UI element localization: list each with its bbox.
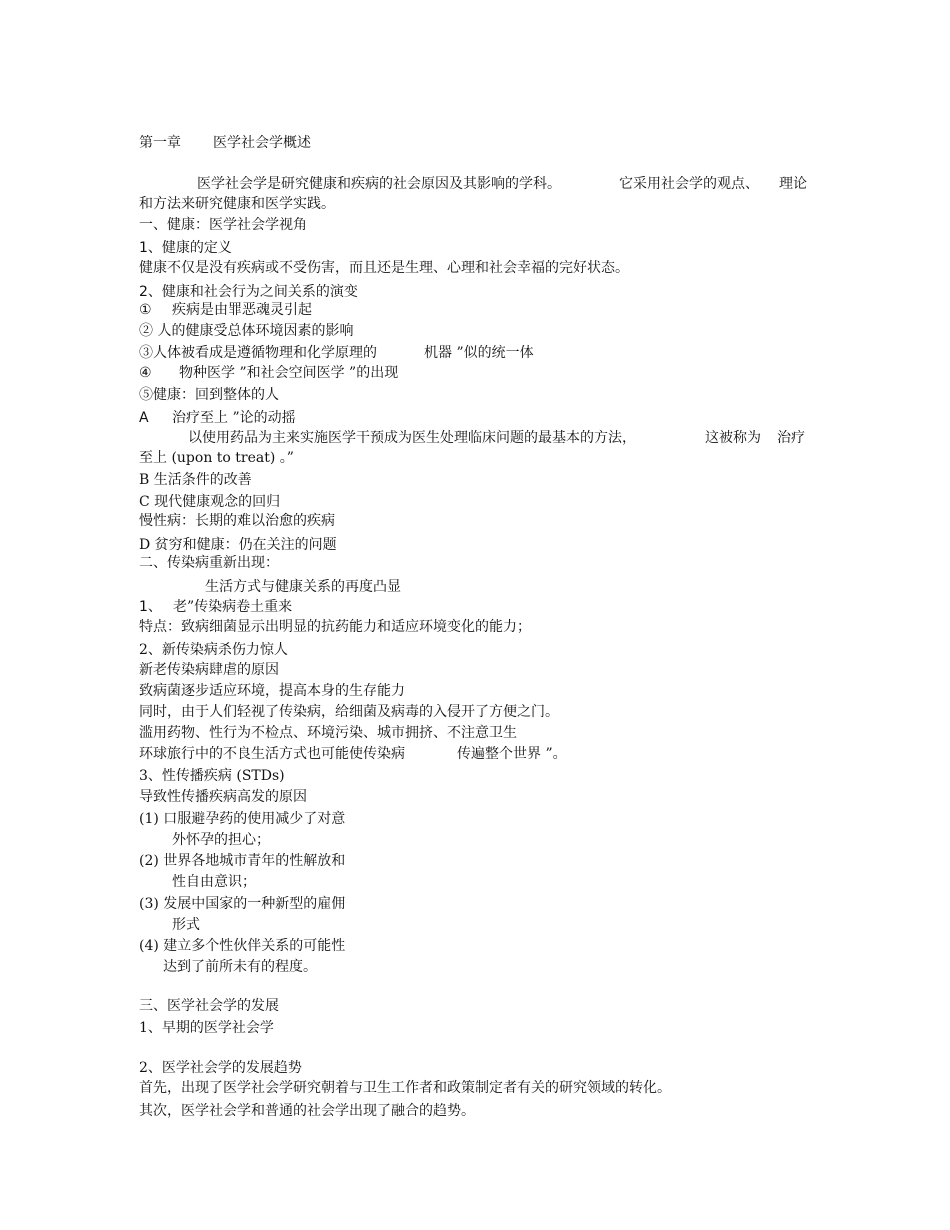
point-d: D 贫穷和健康：仍在关注的问题	[139, 537, 337, 553]
subsection-2-3-line-1: 导致性传播疾病高发的原因	[139, 789, 307, 805]
subsection-2-3: 3、性传播疾病 (STDs)	[139, 768, 285, 784]
subsection-2-2-line-2: 致病菌逐步适应环境，提高本身的生存能力	[139, 683, 405, 699]
section-3-heading: 三、医学社会学的发展	[139, 998, 279, 1014]
subsection-3-2: 2、医学社会学的发展趋势	[139, 1060, 302, 1076]
subsection-3-2-line-1: 首先，出现了医学社会学研究朝着与卫生工作者和政策制定者有关的研究领域的转化。	[139, 1080, 671, 1096]
point-a-text-line-2: 至上 (upon to treat) 。”	[139, 450, 294, 466]
chronic-disease-definition: 慢性病：长期的难以治愈的疾病	[139, 513, 335, 529]
point-c: C 现代健康观念的回归	[139, 494, 281, 510]
subsection-2-2-line-4: 滥用药物、性行为不检点、环境污染、城市拥挤、不注意卫生	[139, 725, 517, 741]
intro-line-1: 医学社会学是研究健康和疾病的社会原因及其影响的学科。 它采用社会学的观点、 理论	[197, 176, 807, 192]
reason-3-line-1: (3) 发展中国家的一种新型的雇佣	[139, 896, 346, 912]
reason-2-line-1: (2) 世界各地城市青年的性解放和	[139, 853, 346, 869]
subsection-3-1: 1、早期的医学社会学	[139, 1020, 274, 1036]
section-2-heading: 二、传染病重新出现：	[139, 555, 279, 571]
reason-1-line-1: (1) 口服避孕药的使用减少了对意	[139, 811, 346, 827]
section-1-heading: 一、健康：医学社会学视角	[139, 217, 307, 233]
subsection-2-2-line-1: 新老传染病肆虐的原因	[139, 662, 279, 678]
reason-1-line-2: 外怀孕的担心；	[172, 832, 270, 848]
chapter-title: 医学社会学概述	[213, 135, 311, 151]
reason-4-line-2: 达到了前所未有的程度。	[163, 959, 317, 975]
chapter-number: 第一章	[139, 135, 181, 151]
health-definition: 健康不仅是没有疾病或不受伤害，而且还是生理、心理和社会幸福的完好状态。	[139, 260, 629, 276]
intro-line-2: 和方法来研究健康和医学实践。	[139, 196, 335, 212]
subsection-2-2-line-3: 同时，由于人们轻视了传染病，给细菌及病毒的入侵开了方便之门。	[139, 704, 559, 720]
subsection-2-2: 2、新传染病杀伤力惊人	[139, 642, 288, 658]
evolution-item-2: ② 人的健康受总体环境因素的影响	[139, 323, 354, 339]
subsection-1-1: 1、健康的定义	[139, 240, 232, 256]
document-page: 第一章 医学社会学概述 医学社会学是研究健康和疾病的社会原因及其影响的学科。 它采用社会学的观点、 理论 和方法来研究健康和医学实践。 一、健康：医学社会学视角 1、健康的定义 健康不仅是没有疾病或不受伤害，而且还是生理、心理和社会幸福的完好状态。 2、健康和社会行为之间关系的演变 ① 疾病是由罪恶魂灵引起 ② 人的健康受总体环境因素的影响 ③人体被看成是遵循物理和化学原理的 机器 ”似的统一体 ④ 物种医学 ”和社会空间医学 ”的出现 ⑤健康：回到整体的人 A 治疗至上 ”论的动摇 以使用药品为主来实施医学干预成为医生处理临床问题的最基本的方法， 这被称为 治疗 至上 (upon to treat) 。” B 生活条件的改善 C 现代健康观念的回归 慢性病：长期的难以治愈的疾病 D 贫穷和健康：仍在关注的问题 二、传染病重新出现： 生活方式与健康关系的再度凸显 1、 老”传染病卷土重来 特点：致病细菌显示出明显的抗药能力和适应环境变化的能力； 2、新传染病杀伤力惊人 新老传染病肆虐的原因 致病菌逐步适应环境，提高本身的生存能力 同时，由于人们轻视了传染病，给细菌及病毒的入侵开了方便之门。 滥用药物、性行为不检点、环境污染、城市拥挤、不注意卫生 环球旅行中的不良生活方式也可能使传染病 传遍整个世界 ”。 3、性传播疾病 (STDs) 导致性传播疾病高发的原因 (1) 口服避孕药的使用减少了对意 外怀孕的担心； (2) 世界各地城市青年的性解放和 性自由意识； (3) 发展中国家的一种新型的雇佣 形式 (4) 建立多个性伙伴关系的可能性 达到了前所未有的程度。 三、医学社会学的发展 1、早期的医学社会学 2、医学社会学的发展趋势 首先，出现了医学社会学研究朝着与卫生工作者和政策制定者有关的研究领域的转化。 其次，医学社会学和普通的社会学出现了融合的趋势。	[139, 135, 807, 1119]
reason-2-line-2: 性自由意识；	[172, 874, 256, 890]
reason-3-line-2: 形式	[172, 917, 200, 933]
reason-4-line-1: (4) 建立多个性伙伴关系的可能性	[139, 938, 346, 954]
subsection-1-2: 2、健康和社会行为之间关系的演变	[139, 284, 358, 300]
subsection-2-1-text: 特点：致病细菌显示出明显的抗药能力和适应环境变化的能力；	[139, 619, 531, 635]
evolution-item-5: ⑤健康：回到整体的人	[139, 387, 279, 403]
section-2-subtitle: 生活方式与健康关系的再度凸显	[205, 579, 401, 595]
point-b: B 生活条件的改善	[139, 472, 252, 488]
point-a-text-line-1: 以使用药品为主来实施医学干预成为医生处理临床问题的最基本的方法， 这被称为 治疗	[188, 430, 805, 446]
subsection-3-2-line-2: 其次，医学社会学和普通的社会学出现了融合的趋势。	[139, 1103, 475, 1119]
